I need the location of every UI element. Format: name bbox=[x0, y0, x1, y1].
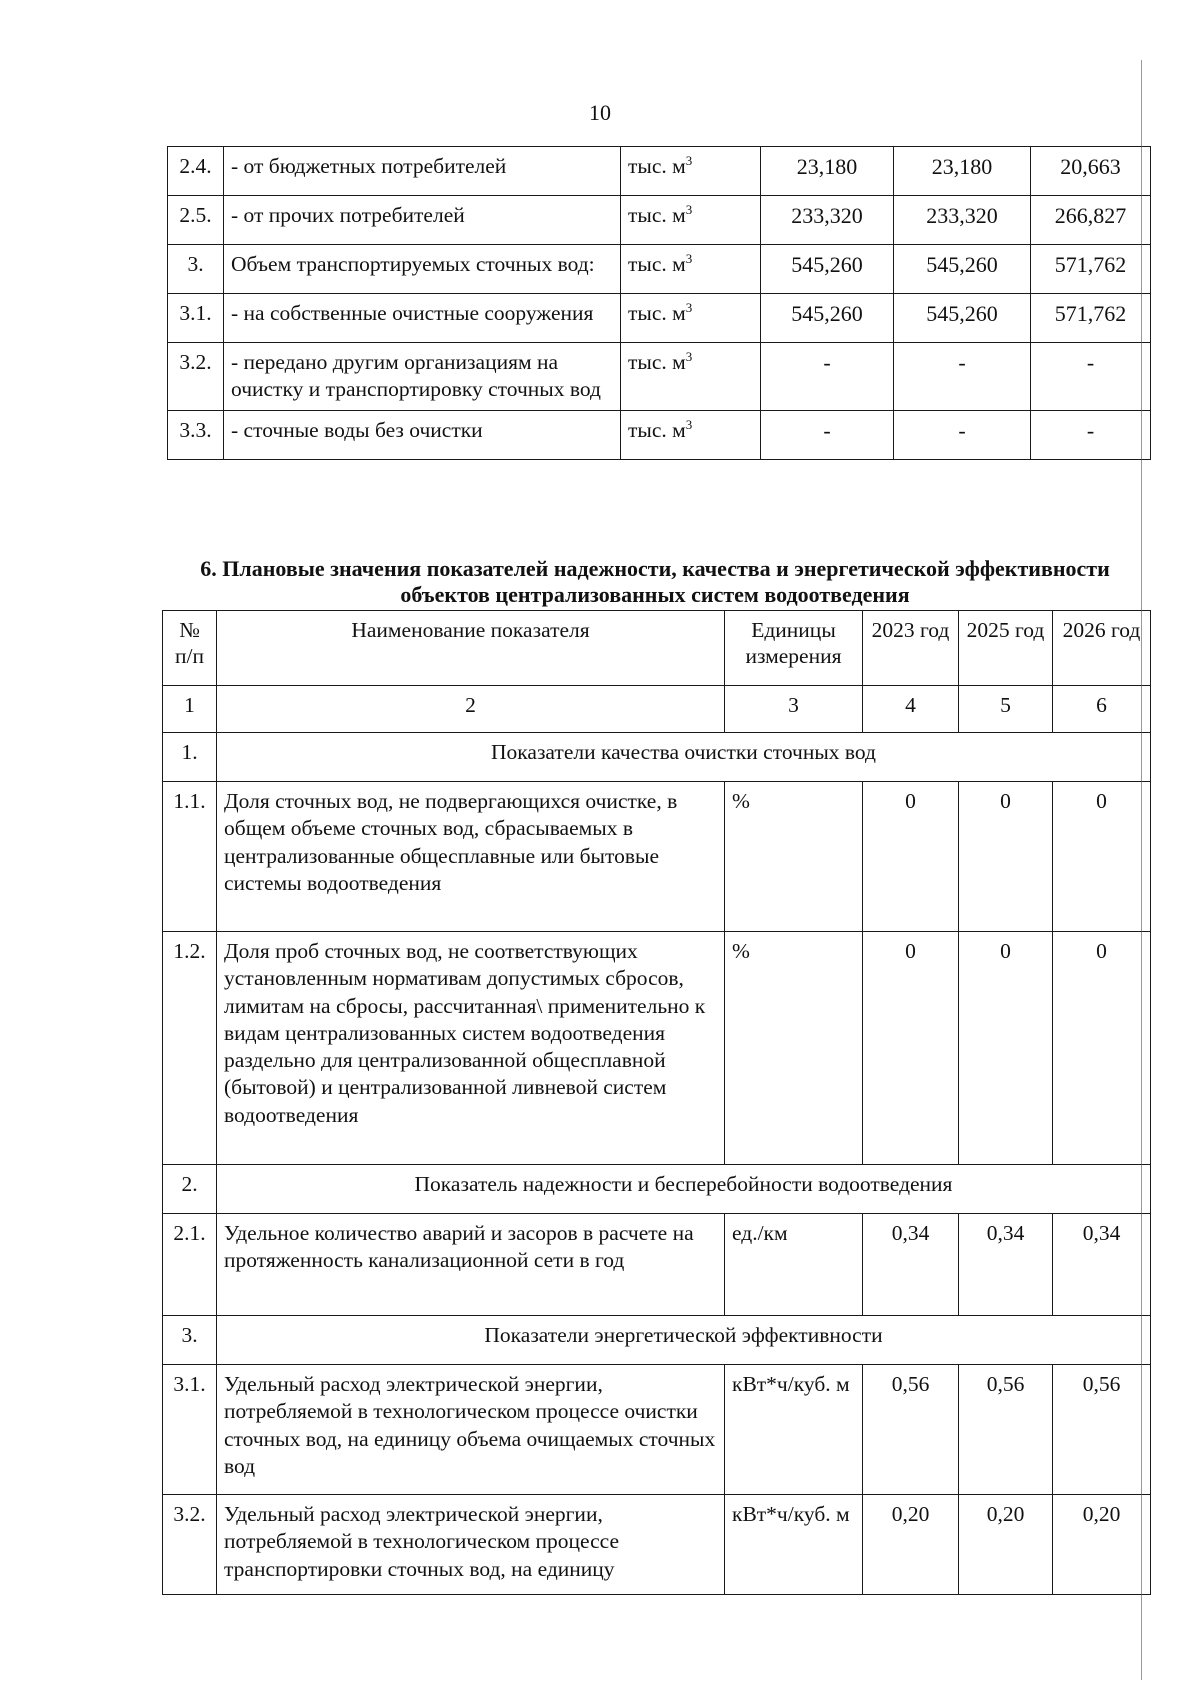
row-number: 3.2. bbox=[168, 343, 224, 411]
column-number: 1 bbox=[163, 686, 217, 733]
section-number: 2. bbox=[163, 1165, 217, 1214]
table-row bbox=[168, 147, 1151, 196]
value-cell: 571,762 bbox=[1031, 294, 1151, 343]
row-number: 2.1. bbox=[163, 1214, 217, 1316]
value-cell: 0 bbox=[1053, 932, 1151, 1165]
row-number: 1.2. bbox=[163, 932, 217, 1165]
page-number: 10 bbox=[589, 100, 611, 125]
row-number: 3.1. bbox=[168, 294, 224, 343]
column-number: 6 bbox=[1053, 686, 1151, 733]
value-cell: - bbox=[1031, 410, 1151, 459]
header-num: № п/п bbox=[163, 611, 217, 686]
row-unit: ед./км bbox=[725, 1214, 863, 1316]
row-unit: тыс. $м^3$ bbox=[621, 294, 761, 343]
value-cell: 571,762 bbox=[1031, 245, 1151, 294]
header-year-2026: 2026 год bbox=[1053, 611, 1151, 686]
value-cell: 20,663 bbox=[1031, 147, 1151, 196]
column-number: 4 bbox=[863, 686, 959, 733]
row-number: 3.3. bbox=[168, 410, 224, 459]
row-unit: тыс. $м^3$ bbox=[621, 147, 761, 196]
value-cell: 0 bbox=[863, 782, 959, 932]
row-name: Удельный расход электрической энергии, потребляемой в технологическом процессе очистки сточных вод, на единицу объема очищаемых сточных вод bbox=[217, 1365, 725, 1495]
value-cell: 233,320 bbox=[894, 196, 1031, 245]
table-row bbox=[163, 1495, 1151, 1595]
row-unit: тыс. $м^3$ bbox=[621, 343, 761, 411]
value-cell: 0,20 bbox=[863, 1495, 959, 1595]
row-name: - от прочих потребителей bbox=[224, 196, 621, 245]
value-cell: 0 bbox=[959, 782, 1053, 932]
table-row bbox=[168, 245, 1151, 294]
header-unit: Единицы измерения bbox=[725, 611, 863, 686]
scan-edge-line bbox=[1141, 60, 1142, 1680]
value-cell: 0 bbox=[1053, 782, 1151, 932]
row-number: 3.1. bbox=[163, 1365, 217, 1495]
value-cell: 0 bbox=[863, 932, 959, 1165]
value-cell: 0,56 bbox=[863, 1365, 959, 1495]
value-cell: 0,20 bbox=[1053, 1495, 1151, 1595]
row-name: Объем транспортируемых сточных вод: bbox=[224, 245, 621, 294]
value-cell: - bbox=[761, 410, 894, 459]
value-cell: 0,34 bbox=[863, 1214, 959, 1316]
section-row bbox=[163, 733, 1151, 782]
value-cell: 23,180 bbox=[761, 147, 894, 196]
value-cell: 23,180 bbox=[894, 147, 1031, 196]
table-row bbox=[163, 1365, 1151, 1495]
header-year-2025: 2025 год bbox=[959, 611, 1053, 686]
row-unit: % bbox=[725, 932, 863, 1165]
value-cell: 0 bbox=[959, 932, 1053, 1165]
value-cell: 0,20 bbox=[959, 1495, 1053, 1595]
value-cell: 545,260 bbox=[894, 245, 1031, 294]
section-row bbox=[163, 1165, 1151, 1214]
row-name: Доля проб сточных вод, не соответствующих установленным нормативам допустимых сбросов, лимитам на сбросы, рассчитанная\ применительно к видам централизованных систем водоотведения раздельно для централизованной общесплавной (бытовой) и централизованной ливневой систем водоотведения bbox=[217, 932, 725, 1165]
value-cell: 0,56 bbox=[959, 1365, 1053, 1495]
row-name: - сточные воды без очистки bbox=[224, 410, 621, 459]
row-name: Удельное количество аварий и засоров в расчете на протяженность канализационной сети в год bbox=[217, 1214, 725, 1316]
section-title: Показатели энергетической эффективности bbox=[217, 1316, 1151, 1365]
row-unit: кВт*ч/куб. м bbox=[725, 1495, 863, 1595]
row-number: 2.5. bbox=[168, 196, 224, 245]
section-title: Показатели качества очистки сточных вод bbox=[217, 733, 1151, 782]
column-numbers-row bbox=[163, 686, 1151, 733]
column-number: 5 bbox=[959, 686, 1053, 733]
row-name: - от бюджетных потребителей bbox=[224, 147, 621, 196]
row-name: Удельный расход электрической энергии, потребляемой в технологическом процессе транспортировки сточных вод, на единицу bbox=[217, 1495, 725, 1595]
table-row bbox=[168, 196, 1151, 245]
value-cell: 0,56 bbox=[1053, 1365, 1151, 1495]
value-cell: 0,34 bbox=[1053, 1214, 1151, 1316]
table-row bbox=[168, 410, 1151, 459]
row-name: - на собственные очистные сооружения bbox=[224, 294, 621, 343]
value-cell: 266,827 bbox=[1031, 196, 1151, 245]
table-row bbox=[163, 1214, 1151, 1316]
column-number: 2 bbox=[217, 686, 725, 733]
row-name: - передано другим организациям на очистку и транспортировку сточных вод bbox=[224, 343, 621, 411]
value-cell: - bbox=[894, 343, 1031, 411]
section-number: 1. bbox=[163, 733, 217, 782]
table-row bbox=[168, 294, 1151, 343]
row-number: 2.4. bbox=[168, 147, 224, 196]
row-unit: тыс. $м^3$ bbox=[621, 410, 761, 459]
row-unit: тыс. $м^3$ bbox=[621, 196, 761, 245]
row-unit: тыс. $м^3$ bbox=[621, 245, 761, 294]
outflow-volumes-table bbox=[167, 146, 1151, 460]
value-cell: 0,34 bbox=[959, 1214, 1053, 1316]
column-number: 3 bbox=[725, 686, 863, 733]
section-number: 3. bbox=[163, 1316, 217, 1365]
value-cell: 545,260 bbox=[761, 294, 894, 343]
table-row bbox=[163, 932, 1151, 1165]
row-number: 3. bbox=[168, 245, 224, 294]
section-row bbox=[163, 1316, 1151, 1365]
value-cell: - bbox=[894, 410, 1031, 459]
table-row bbox=[163, 782, 1151, 932]
row-unit: кВт*ч/куб. м bbox=[725, 1365, 863, 1495]
table-row bbox=[168, 343, 1151, 411]
indicators-table bbox=[162, 610, 1151, 1595]
value-cell: - bbox=[761, 343, 894, 411]
value-cell: 545,260 bbox=[894, 294, 1031, 343]
row-unit: % bbox=[725, 782, 863, 932]
row-number: 3.2. bbox=[163, 1495, 217, 1595]
header-year-2023: 2023 год bbox=[863, 611, 959, 686]
value-cell: 233,320 bbox=[761, 196, 894, 245]
header-name: Наименование показателя bbox=[217, 611, 725, 686]
table-header-row bbox=[163, 611, 1151, 686]
value-cell: 545,260 bbox=[761, 245, 894, 294]
section-heading: 6. Плановые значения показателей надежности, качества и энергетической эффективности объектов централизованных систем водоотведения bbox=[200, 556, 1110, 608]
row-number: 1.1. bbox=[163, 782, 217, 932]
section-title: Показатель надежности и бесперебойности водоотведения bbox=[217, 1165, 1151, 1214]
row-name: Доля сточных вод, не подвергающихся очистке, в общем объеме сточных вод, сбрасываемых в централизованные общесплавные или бытовые системы водоотведения bbox=[217, 782, 725, 932]
value-cell: - bbox=[1031, 343, 1151, 411]
